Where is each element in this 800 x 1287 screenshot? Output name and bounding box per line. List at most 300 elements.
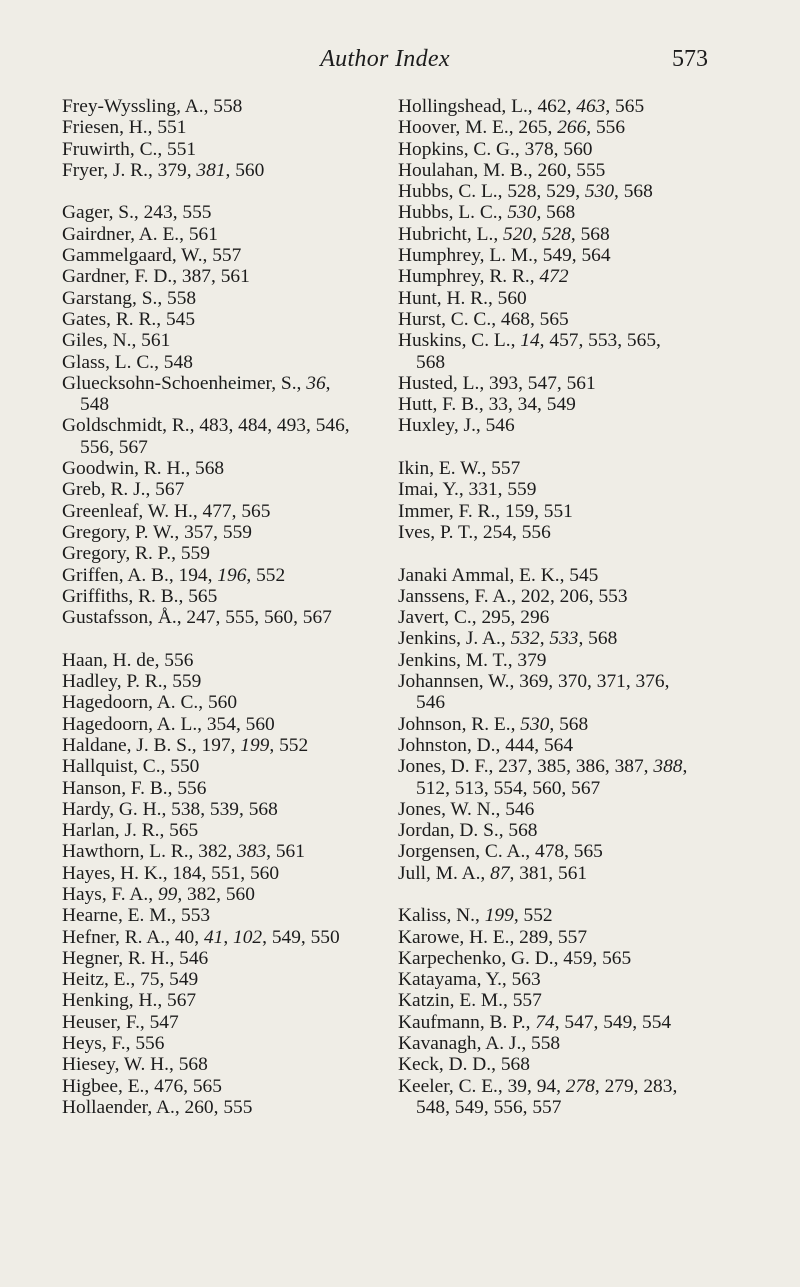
index-entry-line bbox=[398, 565, 710, 586]
entry-text: , 552 bbox=[513, 905, 553, 927]
entry-text: 548, 549, 556, 557 bbox=[416, 1096, 562, 1118]
entry-text: Hutt, F. B., 33, 34, 549 bbox=[398, 394, 576, 416]
entry-text: , 565 bbox=[605, 96, 645, 117]
entry-text: Karpechenko, G. D., 459, 565 bbox=[398, 947, 632, 969]
page-ref-italic: 383 bbox=[237, 841, 267, 863]
index-entry bbox=[62, 224, 380, 245]
index-entry-line bbox=[398, 1033, 710, 1054]
entry-text: Huxley, J., 546 bbox=[398, 415, 515, 437]
index-entry bbox=[398, 1076, 710, 1119]
entry-text: , 568 bbox=[614, 181, 653, 203]
letter-group-gap bbox=[62, 181, 380, 202]
index-entry-line bbox=[398, 628, 710, 649]
index-entry bbox=[398, 501, 710, 522]
entry-text: Garstang, S., 558 bbox=[62, 287, 197, 309]
index-entry bbox=[398, 202, 710, 223]
index-entry-line bbox=[62, 565, 380, 586]
index-entry bbox=[62, 756, 380, 777]
index-entry-line bbox=[398, 948, 710, 969]
index-entry bbox=[62, 1076, 380, 1097]
entry-text: Henking, H., 567 bbox=[62, 990, 197, 1012]
entry-text: , 568 bbox=[536, 202, 576, 224]
entry-text: Imai, Y., 331, 559 bbox=[398, 479, 537, 501]
entry-text: Janssens, F. A., 202, 206, 553 bbox=[398, 585, 628, 607]
index-entry bbox=[398, 415, 710, 436]
index-entry bbox=[62, 330, 380, 351]
entry-text: Gammelgaard, W., 557 bbox=[62, 245, 242, 267]
entry-text: Javert, C., 295, 296 bbox=[398, 607, 550, 629]
entry-text: Ikin, E. W., 557 bbox=[398, 458, 521, 480]
index-entry bbox=[62, 905, 380, 926]
index-entry bbox=[398, 756, 710, 799]
index-entry bbox=[62, 948, 380, 969]
index-entry-line bbox=[398, 1054, 710, 1075]
index-entry-line bbox=[398, 266, 710, 287]
index-entry-line bbox=[62, 756, 380, 777]
index-entry-line bbox=[62, 948, 380, 969]
index-entry bbox=[398, 650, 710, 671]
index-entry bbox=[62, 607, 380, 628]
page-ref-italic: 199 bbox=[484, 905, 514, 927]
index-entry-line bbox=[62, 266, 380, 287]
index-entry-line bbox=[62, 543, 380, 564]
entry-text: Glass, L. C., 548 bbox=[62, 351, 193, 373]
entry-text: , 549, 550 bbox=[262, 926, 340, 948]
entry-text: Jull, M. A., bbox=[398, 862, 491, 884]
index-entry-line bbox=[62, 288, 380, 309]
index-entry bbox=[62, 778, 380, 799]
index-entry-line bbox=[62, 1076, 380, 1097]
page-ref-italic: 36 bbox=[306, 372, 326, 394]
index-entry-line bbox=[398, 288, 710, 309]
index-entry bbox=[398, 96, 710, 117]
page-ref-italic: 14 bbox=[520, 330, 540, 352]
index-entry bbox=[398, 394, 710, 415]
entry-text: Fryer, J. R., 379, bbox=[62, 159, 197, 181]
page-ref-italic: 266 bbox=[557, 117, 587, 139]
index-entry-line bbox=[398, 373, 710, 394]
index-entry-line bbox=[398, 799, 710, 820]
index-entry bbox=[398, 139, 710, 160]
index-entry bbox=[398, 245, 710, 266]
entry-text: 512, 513, 554, 560, 567 bbox=[416, 777, 601, 799]
index-entry bbox=[62, 671, 380, 692]
index-entry-line bbox=[62, 117, 380, 138]
index-entry bbox=[398, 799, 710, 820]
index-entry bbox=[62, 139, 380, 160]
index-entry bbox=[62, 1033, 380, 1054]
entry-text: Hopkins, C. G., 378, 560 bbox=[398, 138, 593, 160]
index-entry-line bbox=[398, 309, 710, 330]
entry-text: , 382, 560 bbox=[177, 883, 255, 905]
index-entry bbox=[62, 692, 380, 713]
page-number: 573 bbox=[672, 46, 708, 72]
entry-text: Immer, F. R., 159, 551 bbox=[398, 500, 573, 522]
entry-text: Johannsen, W., 369, 370, 371, 376, bbox=[398, 671, 670, 693]
index-entry bbox=[62, 373, 380, 416]
entry-text: 556, 567 bbox=[80, 436, 148, 458]
entry-text: Haan, H. de, 556 bbox=[62, 649, 194, 671]
index-entry bbox=[398, 160, 710, 181]
entry-text: Hardy, G. H., 538, 539, 568 bbox=[62, 798, 278, 820]
page-ref-italic: 87 bbox=[490, 862, 510, 884]
entry-text: Kaliss, N., bbox=[398, 905, 485, 927]
index-entry-line bbox=[62, 522, 380, 543]
index-entry bbox=[398, 309, 710, 330]
index-entry-line bbox=[398, 969, 710, 990]
letter-group-gap bbox=[398, 543, 710, 564]
entry-text: , 381, 561 bbox=[509, 862, 588, 884]
index-entry bbox=[62, 1012, 380, 1033]
index-entry-line bbox=[398, 96, 710, 117]
entry-text: , 552 bbox=[269, 734, 309, 756]
entry-text: Fruwirth, C., 551 bbox=[62, 138, 197, 160]
index-entry bbox=[62, 458, 380, 479]
index-entry bbox=[62, 160, 380, 181]
entry-text: , 561 bbox=[266, 841, 305, 863]
index-entry-line bbox=[62, 969, 380, 990]
entry-text: Houlahan, M. B., 260, 555 bbox=[398, 159, 606, 181]
entry-text: , bbox=[532, 223, 542, 245]
index-entry-line bbox=[398, 735, 710, 756]
index-entry bbox=[398, 117, 710, 138]
entry-text: Keeler, C. E., 39, 94, bbox=[398, 1075, 566, 1097]
entry-text: Hefner, R. A., 40, bbox=[62, 926, 204, 948]
entry-text: Hallquist, C., 550 bbox=[62, 756, 200, 778]
index-entry bbox=[398, 373, 710, 394]
entry-text: Greenleaf, W. H., 477, 565 bbox=[62, 500, 271, 522]
page-ref-italic: 520 bbox=[503, 223, 533, 245]
entry-text: Hollaender, A., 260, 555 bbox=[62, 1096, 253, 1118]
entry-text: Heys, F., 556 bbox=[62, 1033, 165, 1055]
page-ref-italic: 532 bbox=[510, 628, 540, 650]
index-entry bbox=[398, 522, 710, 543]
page-ref-italic: 463 bbox=[576, 96, 606, 117]
entry-text: Jones, W. N., 546 bbox=[398, 798, 535, 820]
entry-text: Gates, R. R., 545 bbox=[62, 308, 196, 330]
page-ref-italic: 102 bbox=[233, 926, 263, 948]
index-entry bbox=[62, 820, 380, 841]
page-ref-italic: 530 bbox=[584, 181, 615, 203]
index-entry bbox=[62, 415, 380, 458]
index-entry-line bbox=[62, 927, 380, 948]
index-entry bbox=[62, 799, 380, 820]
index-entry-line bbox=[62, 1012, 380, 1033]
index-entry-line bbox=[62, 96, 380, 117]
index-column-left bbox=[62, 96, 380, 1118]
index-entry-line bbox=[398, 990, 710, 1011]
index-entry bbox=[398, 1012, 710, 1033]
index-entry-continuation bbox=[62, 394, 380, 415]
index-entry-continuation bbox=[398, 778, 710, 799]
entry-text: Jordan, D. S., 568 bbox=[398, 820, 538, 842]
letter-group-gap bbox=[398, 437, 710, 458]
index-entry bbox=[398, 479, 710, 500]
index-entry bbox=[398, 224, 710, 245]
entry-text: Harlan, J. R., 565 bbox=[62, 820, 199, 842]
entry-text: , 279, 283, bbox=[594, 1075, 678, 1097]
index-entry-line bbox=[62, 990, 380, 1011]
index-entry bbox=[62, 202, 380, 223]
index-entry-continuation bbox=[398, 1097, 710, 1118]
index-entry-line bbox=[62, 650, 380, 671]
index-entry bbox=[62, 586, 380, 607]
index-entry-line bbox=[62, 501, 380, 522]
index-entry-line bbox=[62, 1097, 380, 1118]
index-entry-line bbox=[62, 1033, 380, 1054]
index-entry-line bbox=[398, 245, 710, 266]
index-entry bbox=[398, 927, 710, 948]
entry-text: Humphrey, L. M., 549, 564 bbox=[398, 245, 611, 267]
index-entry bbox=[398, 565, 710, 586]
index-entry bbox=[62, 650, 380, 671]
entry-text: Greb, R. J., 567 bbox=[62, 479, 185, 501]
entry-text: Hiesey, W. H., 568 bbox=[62, 1054, 208, 1076]
index-entry-line bbox=[62, 799, 380, 820]
entry-text: Johnson, R. E., bbox=[398, 713, 521, 735]
index-entry bbox=[398, 948, 710, 969]
entry-text: Jones, D. F., 237, 385, 386, 387, bbox=[398, 756, 654, 778]
index-entry-line bbox=[398, 394, 710, 415]
index-entry bbox=[62, 990, 380, 1011]
entry-text: Hegner, R. H., 546 bbox=[62, 947, 209, 969]
page-header bbox=[62, 46, 708, 80]
entry-text: Hubbs, C. L., 528, 529, bbox=[398, 181, 585, 203]
index-entry-line bbox=[398, 820, 710, 841]
entry-text: Hurst, C. C., 468, 565 bbox=[398, 308, 569, 330]
index-entry-line bbox=[398, 160, 710, 181]
index-entry-line bbox=[398, 139, 710, 160]
index-entry-line bbox=[62, 330, 380, 351]
index-entry bbox=[398, 863, 710, 884]
index-entry bbox=[62, 927, 380, 948]
entry-text: 548 bbox=[80, 394, 110, 416]
index-entry-line bbox=[62, 735, 380, 756]
page-ref-italic: 472 bbox=[539, 266, 569, 288]
entry-text: Hunt, H. R., 560 bbox=[398, 287, 527, 309]
entry-text: Heitz, E., 75, 549 bbox=[62, 969, 199, 991]
index-entry-line bbox=[398, 415, 710, 436]
index-entry-line bbox=[62, 905, 380, 926]
index-entry-continuation bbox=[398, 692, 710, 713]
index-entry-line bbox=[62, 245, 380, 266]
entry-text: Karowe, H. E., 289, 557 bbox=[398, 926, 588, 948]
index-entry-line bbox=[62, 884, 380, 905]
index-entry-line bbox=[398, 1012, 710, 1033]
entry-text: Johnston, D., 444, 564 bbox=[398, 734, 574, 756]
index-entry bbox=[62, 309, 380, 330]
index-entry bbox=[398, 671, 710, 714]
entry-text: , 552 bbox=[246, 564, 286, 586]
entry-text: Gregory, R. P., 559 bbox=[62, 543, 210, 565]
page-ref-italic: 278 bbox=[565, 1075, 595, 1097]
index-entry bbox=[62, 501, 380, 522]
entry-text: Kavanagh, A. J., 558 bbox=[398, 1033, 561, 1055]
entry-text: Hayes, H. K., 184, 551, 560 bbox=[62, 862, 280, 884]
index-entry bbox=[62, 884, 380, 905]
index-entry-line bbox=[398, 671, 710, 692]
entry-text: Jenkins, J. A., bbox=[398, 628, 511, 650]
index-entry bbox=[62, 352, 380, 373]
entry-text: Gardner, F. D., 387, 561 bbox=[62, 266, 250, 288]
entry-text: Ives, P. T., 254, 556 bbox=[398, 521, 551, 543]
entry-text: Goldschmidt, R., 483, 484, 493, 546, bbox=[62, 415, 350, 437]
entry-text: Hagedoorn, A. L., 354, 560 bbox=[62, 713, 275, 735]
entry-text: Higbee, E., 476, 565 bbox=[62, 1075, 222, 1097]
index-entry-line bbox=[398, 522, 710, 543]
index-entry-line bbox=[398, 458, 710, 479]
page-ref-italic: 528 bbox=[541, 223, 571, 245]
index-entry bbox=[398, 841, 710, 862]
index-entry bbox=[398, 1054, 710, 1075]
index-entry bbox=[398, 905, 710, 926]
entry-text: Gager, S., 243, 555 bbox=[62, 202, 212, 224]
entry-text: , bbox=[325, 372, 331, 394]
entry-text: , bbox=[682, 756, 688, 778]
index-entry bbox=[62, 735, 380, 756]
index-entry-line bbox=[398, 586, 710, 607]
page-ref-italic: 99 bbox=[157, 883, 178, 905]
entry-text: Frey-Wyssling, A., 558 bbox=[62, 96, 243, 117]
entry-text: Hadley, P. R., 559 bbox=[62, 671, 202, 693]
index-entry bbox=[62, 1054, 380, 1075]
page-ref-italic: 381 bbox=[196, 159, 226, 181]
entry-text: , bbox=[223, 926, 234, 948]
index-entry-line bbox=[62, 841, 380, 862]
index-entry-line bbox=[62, 415, 380, 436]
page-ref-italic: 388 bbox=[653, 756, 683, 778]
index-entry bbox=[398, 607, 710, 628]
entry-text: Griffen, A. B., 194, bbox=[62, 564, 218, 586]
index-entry-line bbox=[398, 479, 710, 500]
index-entry bbox=[398, 735, 710, 756]
index-entry bbox=[62, 969, 380, 990]
entry-text: Heuser, F., 547 bbox=[62, 1011, 179, 1033]
entry-text: Haldane, J. B. S., 197, bbox=[62, 734, 241, 756]
entry-text: Hawthorn, L. R., 382, bbox=[62, 841, 238, 863]
entry-text: Gluecksohn-Schoenheimer, S., bbox=[62, 372, 307, 394]
entry-text: Griffiths, R. B., 565 bbox=[62, 585, 218, 607]
entry-text: Goodwin, R. H., 568 bbox=[62, 458, 225, 480]
entry-text: Katzin, E. M., 557 bbox=[398, 990, 542, 1012]
index-entry-line bbox=[62, 224, 380, 245]
index-entry bbox=[398, 820, 710, 841]
entry-text: Friesen, H., 551 bbox=[62, 117, 187, 139]
index-entry-line bbox=[398, 841, 710, 862]
index-entry-line bbox=[62, 671, 380, 692]
page-ref-italic: 74 bbox=[535, 1011, 555, 1033]
index-entry bbox=[398, 628, 710, 649]
index-entry bbox=[62, 522, 380, 543]
index-entry bbox=[62, 714, 380, 735]
index-entry-line bbox=[62, 458, 380, 479]
entry-text: Hollingshead, L., 462, bbox=[398, 96, 577, 117]
index-entry bbox=[62, 96, 380, 117]
index-entry bbox=[398, 714, 710, 735]
entry-text: Gairdner, A. E., 561 bbox=[62, 223, 218, 245]
index-entry bbox=[62, 117, 380, 138]
index-entry bbox=[398, 266, 710, 287]
index-entry-line bbox=[398, 181, 710, 202]
index-entry-line bbox=[62, 309, 380, 330]
page-ref-italic: 41 bbox=[203, 926, 224, 948]
index-entry-line bbox=[398, 714, 710, 735]
index-entry-continuation bbox=[62, 437, 380, 458]
entry-text: Husted, L., 393, 547, 561 bbox=[398, 372, 596, 394]
index-entry-line bbox=[398, 501, 710, 522]
letter-group-gap bbox=[398, 884, 710, 905]
index-column-right bbox=[398, 96, 710, 1118]
entry-text: Hays, F. A., bbox=[62, 883, 158, 905]
index-entry-line bbox=[398, 756, 710, 777]
index-entry-line bbox=[62, 479, 380, 500]
index-entry bbox=[398, 288, 710, 309]
entry-text: , bbox=[539, 628, 550, 650]
index-entry-line bbox=[62, 1054, 380, 1075]
index-entry bbox=[62, 288, 380, 309]
index-entry-continuation bbox=[398, 352, 710, 373]
index-entry bbox=[62, 245, 380, 266]
entry-text: , 568 bbox=[570, 223, 610, 245]
page-ref-italic: 196 bbox=[217, 564, 247, 586]
index-entry bbox=[62, 479, 380, 500]
page-ref-italic: 530 bbox=[507, 202, 537, 224]
letter-group-gap bbox=[62, 628, 380, 649]
page-ref-italic: 530 bbox=[520, 713, 550, 735]
index-entry bbox=[62, 841, 380, 862]
index-entry-line bbox=[62, 352, 380, 373]
index-entry bbox=[62, 863, 380, 884]
index-entry bbox=[62, 543, 380, 564]
entry-text: , 560 bbox=[225, 159, 265, 181]
index-entry-line bbox=[398, 224, 710, 245]
entry-text: Gustafsson, Å., 247, 555, 560, 567 bbox=[62, 607, 332, 629]
index-entry-line bbox=[62, 820, 380, 841]
entry-text: Hearne, E. M., 553 bbox=[62, 905, 211, 927]
index-entry-line bbox=[62, 607, 380, 628]
index-entry-line bbox=[398, 863, 710, 884]
index-entry bbox=[398, 969, 710, 990]
index-entry bbox=[398, 586, 710, 607]
index-entry-line bbox=[62, 778, 380, 799]
entry-text: Keck, D. D., 568 bbox=[398, 1054, 530, 1076]
index-entry-line bbox=[398, 607, 710, 628]
entry-text: Gregory, P. W., 357, 559 bbox=[62, 521, 252, 543]
index-entry-line bbox=[62, 586, 380, 607]
page-ref-italic: 199 bbox=[240, 734, 270, 756]
index-entry bbox=[398, 990, 710, 1011]
index-entry-line bbox=[398, 1076, 710, 1097]
index-entry-line bbox=[62, 139, 380, 160]
index-entry-line bbox=[398, 117, 710, 138]
entry-text: , 556 bbox=[586, 117, 626, 139]
entry-text: Giles, N., 561 bbox=[62, 330, 171, 352]
entry-text: , 568 bbox=[549, 713, 589, 735]
entry-text: Hanson, F. B., 556 bbox=[62, 777, 207, 799]
index-entry bbox=[398, 458, 710, 479]
page-title: Author Index bbox=[320, 46, 450, 72]
index-entry bbox=[398, 181, 710, 202]
index-entry-line bbox=[62, 202, 380, 223]
entry-text: Jenkins, M. T., 379 bbox=[398, 649, 547, 671]
page-ref-italic: 533 bbox=[549, 628, 579, 650]
index-entry bbox=[62, 266, 380, 287]
index-entry-line bbox=[62, 160, 380, 181]
entry-text: Huskins, C. L., bbox=[398, 330, 521, 352]
index-entry bbox=[398, 330, 710, 373]
entry-text: 546 bbox=[416, 692, 446, 714]
entry-text: Katayama, Y., 563 bbox=[398, 969, 541, 991]
